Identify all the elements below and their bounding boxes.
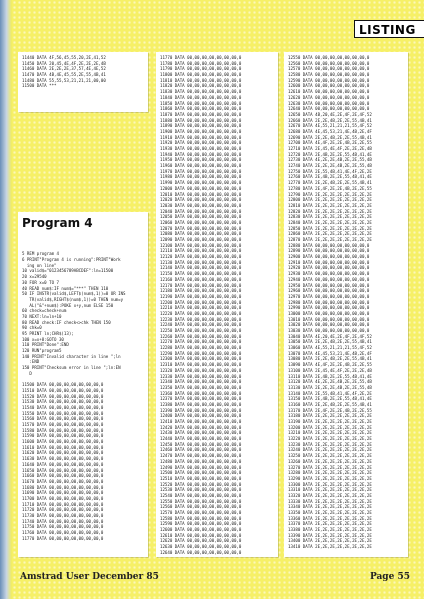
listing-line: 140 PRINT"Invalid character in line ";ln <box>22 353 121 359</box>
listing-line: 95 PRINT ln;CHR$(13); <box>22 331 74 337</box>
listing-line: 11510 DATA 00,00,00,00,00,00,00,0 <box>22 387 104 393</box>
listing-line: 12230 DATA 00,00,00,00,00,00,00,0 <box>160 316 242 322</box>
listing-line: 12640 DATA 00,00,00,00,00,00,00,0 <box>288 106 370 112</box>
listing-line: 11960 DATA 00,00,00,00,00,00,00,0 <box>160 163 242 169</box>
listing-line: 12060 DATA 00,00,00,00,00,00,00,0 <box>160 219 242 225</box>
listing-line: 12010 DATA 00,00,00,00,00,00,00,0 <box>160 191 242 197</box>
listing-line: 12170 DATA 00,00,00,00,00,00,00,0 <box>160 282 242 288</box>
listing-line: 12890 DATA 00,00,00,00,00,00,00,0 <box>288 248 370 254</box>
listing-line: 13170 DATA 2E,4F,2E,2E,4B,2E,2E,55 <box>288 407 372 413</box>
listing-line: 12550 DATA 00,00,00,00,00,00,00,0 <box>288 55 370 60</box>
listing-line: 12290 DATA 00,00,00,00,00,00,00,0 <box>160 350 242 356</box>
listing-line: 12910 DATA 00,00,00,00,00,00,00,0 <box>288 259 370 265</box>
listing-line: 11900 DATA 00,00,00,00,00,00,00,0 <box>160 128 242 134</box>
listing-line: 12740 DATA 2E,2E,2E,4B,2E,2E,55,4B <box>288 163 372 169</box>
listing-line: 11560 DATA 00,00,00,00,00,00,00,0 <box>22 416 104 422</box>
listing-line: 12590 DATA 00,00,00,00,00,00,00,0 <box>288 77 370 83</box>
listing-line: 11520 DATA 00,00,00,00,00,00,00,0 <box>22 393 104 399</box>
program-heading: Program 4 <box>22 216 93 230</box>
listing-line: 40 READ num$:IF num$="***" THEN 110 <box>22 285 109 291</box>
listing-line: 13060 DATA 4E,55,21,21,21,55,4F,52 <box>288 345 372 351</box>
listing-line: 6 PRINT"Program 4 is running":PRINT"Work <box>22 257 121 263</box>
listing-line: 13030 DATA 00,00,00,00,00,00,00,0 <box>288 328 370 333</box>
listing-line: 12590 DATA 00,00,00,00,00,00,00,0 <box>160 521 242 527</box>
listing-line: 12820 DATA 2E,2E,2E,2E,2E,2E,2E,2E <box>288 208 372 214</box>
listing-line: 12470 DATA 00,00,00,00,00,00,00,0 <box>160 453 242 459</box>
listing-line: 12450 DATA 00,00,00,00,00,00,00,0 <box>160 441 242 447</box>
listing-line: 80 READ check:IF check<>chk THEN 150 <box>22 319 111 325</box>
listing-line: 11620 DATA 00,00,00,00,00,00,00,0 <box>22 450 104 456</box>
listing-line: 12810 DATA 2E,2E,2E,2E,2E,2E,2E,2E <box>288 202 372 208</box>
listing-line: 12220 DATA 00,00,00,00,00,00,00,0 <box>160 310 242 316</box>
listing-line: 12400 DATA 00,00,00,00,00,00,00,0 <box>160 413 242 419</box>
listing-line: 11530 DATA 00,00,00,00,00,00,00,0 <box>22 399 104 405</box>
listing-line: 13090 DATA 4E,4F,2E,2E,4B,2E,2E,55 <box>288 362 372 368</box>
listing-line: 12930 DATA 00,00,00,00,00,00,00,0 <box>288 271 370 277</box>
listing-line: 11700 DATA 00,00,00,00,00,00,00,0 <box>22 495 104 501</box>
listing-line: 13280 DATA 2E,2E,2E,2E,2E,2E,2E,2E <box>288 470 372 476</box>
listing-line: 11880 DATA 00,00,00,00,00,00,00,0 <box>160 117 242 123</box>
listing-line: 13130 DATA 2E,2E,2E,4B,2E,2E,55,4B <box>288 384 372 390</box>
listing-line: 11670 DATA 00,00,00,00,00,00,00,0 <box>22 478 104 484</box>
listing-line: 120 RUN"program5 <box>22 348 62 354</box>
listing-line: 12570 DATA 00,00,00,00,00,00,00,0 <box>288 66 370 72</box>
listing-line: 12310 DATA 00,00,00,00,00,00,00,0 <box>160 362 242 368</box>
footer-magazine: Amstrad User December 85 <box>20 572 159 582</box>
listing-line: 12780 DATA 2E,4F,2E,2E,4B,2E,2E,55 <box>288 185 372 191</box>
listing-line: 12660 DATA 2E,2E,4B,2E,2E,55,4B,41 <box>288 117 372 123</box>
listing-line: 110 PRINT"Done":END <box>22 342 69 348</box>
listing-line: ing on line" <box>22 262 57 268</box>
listing-line: 12750 DATA 2E,55,4B,41,4E,4F,2E,2E <box>288 168 372 174</box>
listing-line: 12500 DATA 00,00,00,00,00,00,00,0 <box>160 470 242 476</box>
listing-line: 12530 DATA 00,00,00,00,00,00,00,0 <box>160 487 242 493</box>
listing-line: 11450 DATA 20,45,4E,4F,2E,2E,2E,4B <box>22 60 106 66</box>
listing-line: 12580 DATA 00,00,00,00,00,00,00,0 <box>160 515 242 521</box>
listing-line: 13400 DATA 2E,2E,2E,2E,2E,2E,2E,2E <box>288 538 372 544</box>
listing-line: 13210 DATA 2E,2E,2E,2E,2E,2E,2E,2E <box>288 430 372 436</box>
listing-line: 12970 DATA 00,00,00,00,00,00,00,0 <box>288 293 370 299</box>
section-tab: LISTING <box>354 20 424 38</box>
listing-line: 12140 DATA 00,00,00,00,00,00,00,0 <box>160 265 242 271</box>
listing-line: 13250 DATA 2E,2E,2E,2E,2E,2E,2E,2E <box>288 453 372 459</box>
listing-line: 11650 DATA 00,00,00,00,00,00,00,0 <box>22 467 104 473</box>
listing-line: 5 REM program 4 <box>22 251 59 257</box>
listing-line: 12150 DATA 00,00,00,00,00,00,00,0 <box>160 271 242 277</box>
listing-line: 11790 DATA 00,00,00,00,00,00,00,0 <box>160 66 242 72</box>
listing-line: 13140 DATA 2E,55,4B,41,4E,4F,2E,2E <box>288 390 372 396</box>
listing-line: 11940 DATA 00,00,00,00,00,00,00,0 <box>160 151 242 157</box>
listing-line: 13110 DATA 2E,4B,2E,2E,55,4B,41,4E <box>288 373 372 379</box>
listing-line: 11550 DATA 00,00,00,00,00,00,00,0 <box>22 410 104 416</box>
page-binding <box>0 0 12 599</box>
listing-line: 12770 DATA 2E,2E,4B,2E,2E,55,4B,41 <box>288 180 372 186</box>
listing-line: 12760 DATA 2E,4B,2E,2E,55,4B,41,4E <box>288 174 372 180</box>
listing-line: 13150 DATA 2E,4B,2E,2E,55,4B,41,4E <box>288 396 372 402</box>
listing-line: 12680 DATA 4E,45,53,21,4E,4B,2E,4F <box>288 128 372 134</box>
listing-line: 11770 DATA 00,00,00,00,00,00,00,0 <box>22 535 104 541</box>
listing-line: 12860 DATA 2E,2E,2E,2E,2E,2E,2E,2E <box>288 231 372 237</box>
listing-line: 13000 DATA 00,00,00,00,00,00,00,0 <box>288 310 370 316</box>
listing-line: 12630 DATA 00,00,00,00,00,00,00,0 <box>160 544 242 550</box>
listing-line: 12380 DATA 00,00,00,00,00,00,00,0 <box>160 401 242 407</box>
listing-line: 11570 DATA 00,00,00,00,00,00,00,0 <box>22 422 104 428</box>
listing-line: 12270 DATA 00,00,00,00,00,00,00,0 <box>160 339 242 345</box>
listing-line: 12620 DATA 00,00,00,00,00,00,00,0 <box>288 94 370 100</box>
listing-line: 12130 DATA 00,00,00,00,00,00,00,0 <box>160 259 242 265</box>
listing-line: 12900 DATA 00,00,00,00,00,00,00,0 <box>288 254 370 260</box>
listing-line: 12610 DATA 00,00,00,00,00,00,00,0 <box>160 532 242 538</box>
listing-line: 11780 DATA 00,00,00,00,00,00,00,0 <box>160 60 242 66</box>
listing-line: 12360 DATA 00,00,00,00,00,00,00,0 <box>160 390 242 396</box>
listing-line: 11720 DATA 00,00,00,00,00,00,00,0 <box>22 507 104 513</box>
listing-line: 12030 DATA 00,00,00,00,00,00,00,0 <box>160 202 242 208</box>
listing-line: 13340 DATA 2E,2E,2E,2E,2E,2E,2E,2E <box>288 504 372 510</box>
listing-line: 13050 DATA 2E,2E,4B,2E,2E,55,4B,41 <box>288 339 372 345</box>
listing-line: 13350 DATA 2E,2E,2E,2E,2E,2E,2E,2E <box>288 510 372 515</box>
listing-line: :END <box>22 359 40 365</box>
listing-line: 13080 DATA 2E,2E,4B,2E,2E,55,4B,41 <box>288 356 372 362</box>
listing-line: 12350 DATA 00,00,00,00,00,00,00,0 <box>160 384 242 390</box>
listing-line: 12720 DATA 2E,4B,2E,2E,55,4B,41,4E <box>288 151 372 157</box>
listing-line: 12600 DATA 00,00,00,00,00,00,00,0 <box>288 83 370 89</box>
listing-line: 12830 DATA 2E,2E,2E,2E,2E,2E,2E,2E <box>288 214 372 220</box>
listing-line: 12950 DATA 00,00,00,00,00,00,00,0 <box>288 282 370 288</box>
listing-line: 13180 DATA 2E,2E,2E,2E,2E,2E,2E,2E <box>288 413 372 419</box>
listing-line: 12640 DATA 00,00,00,00,00,00,00,0 <box>160 549 242 555</box>
listing-line: 12250 DATA 00,00,00,00,00,00,00,0 <box>160 328 242 333</box>
listing-column-2 <box>156 52 278 557</box>
listing-line: 10 valid$="0123456789ABCDEF":ln=11500 <box>22 268 114 274</box>
listing-line: 12370 DATA 00,00,00,00,00,00,00,0 <box>160 396 242 402</box>
listing-line: 12920 DATA 00,00,00,00,00,00,00,0 <box>288 265 370 271</box>
listing-line: 11610 DATA 00,00,00,00,00,00,00,0 <box>22 444 104 450</box>
listing-line: TR(valid$,RIGHT$(num$,1))=0 THEN num=y <box>22 296 124 302</box>
listing-line: 12840 DATA 2E,2E,2E,2E,2E,2E,2E,2E <box>288 219 372 225</box>
listing-line: 12050 DATA 00,00,00,00,00,00,00,0 <box>160 214 242 220</box>
listing-line: 12260 DATA 00,00,00,00,00,00,00,0 <box>160 333 242 339</box>
listing-line: 50 IF INSTR(valid$,LEFT$(num$,1))=0 OR INS <box>22 291 126 297</box>
listing-line: 11990 DATA 00,00,00,00,00,00,00,0 <box>160 180 242 186</box>
listing-line: 11840 DATA 00,00,00,00,00,00,00,0 <box>160 94 242 100</box>
listing-line: 11980 DATA 00,00,00,00,00,00,00,0 <box>160 174 242 180</box>
listing-line: 12710 DATA 2E,45,4E,4F,2E,2E,2E,4B <box>288 146 372 151</box>
listing-line: 13380 DATA 2E,2E,2E,2E,2E,2E,2E,2E <box>288 527 372 533</box>
listing-line: 12600 DATA 00,00,00,00,00,00,00,0 <box>160 527 242 533</box>
listing-line: 11950 DATA 00,00,00,00,00,00,00,0 <box>160 157 242 163</box>
listing-line: 11870 DATA 00,00,00,00,00,00,00,0 <box>160 111 242 117</box>
listing-line: 13190 DATA 2E,2E,2E,2E,2E,2E,2E,2E <box>288 419 372 424</box>
listing-line: 11750 DATA 00,00,00,00,00,00,00,0 <box>22 524 104 530</box>
listing-line: 12420 DATA 00,00,00,00,00,00,00,0 <box>160 424 242 430</box>
listing-line: 11590 DATA 00,00,00,00,00,00,00,0 <box>22 433 104 439</box>
listing-line: 12070 DATA 00,00,00,00,00,00,00,0 <box>160 225 242 231</box>
listing-line: 12440 DATA 00,00,00,00,00,00,00,0 <box>160 436 242 442</box>
listing-line: 20 x=29540 <box>22 274 47 280</box>
listing-line: 11760 DATA 00,00,00,00,00,00,00,0 <box>22 530 104 536</box>
listing-line: 12980 DATA 00,00,00,00,00,00,00,0 <box>288 299 370 305</box>
listing-line: 13230 DATA 2E,2E,2E,2E,2E,2E,2E,2E <box>288 441 372 447</box>
listing-line: 12580 DATA 00,00,00,00,00,00,00,0 <box>288 72 370 78</box>
listing-column-1-top <box>18 52 148 112</box>
listing-line: 11740 DATA 00,00,00,00,00,00,00,0 <box>22 518 104 524</box>
listing-line: 11640 DATA 00,00,00,00,00,00,00,0 <box>22 461 104 467</box>
listing-line: 12790 DATA 2E,2E,2E,2E,2E,2E,2E,2E <box>288 191 372 197</box>
listing-line: 12880 DATA 00,00,00,00,00,00,00,0 <box>288 242 370 248</box>
listing-line: 13330 DATA 2E,2E,2E,2E,2E,2E,2E,2E <box>288 498 372 504</box>
listing-line: 70 NEXT:ln=ln+10 <box>22 313 62 319</box>
listing-line: 12650 DATA 4B,20,4E,2E,4F,2E,4F,52 <box>288 111 372 117</box>
listing-line: 11810 DATA 00,00,00,00,00,00,00,0 <box>160 77 242 83</box>
listing-line: 11690 DATA 00,00,00,00,00,00,00,0 <box>22 490 104 496</box>
listing-line: 11730 DATA 00,00,00,00,00,00,00,0 <box>22 513 104 519</box>
listing-line: 12550 DATA 00,00,00,00,00,00,00,0 <box>160 498 242 504</box>
listing-line: 13300 DATA 2E,2E,2E,2E,2E,2E,2E,2E <box>288 481 372 487</box>
listing-line: 12110 DATA 00,00,00,00,00,00,00,0 <box>160 248 242 254</box>
listing-line: 11440 DATA 4F,56,45,55,20,2E,41,52 <box>22 55 106 60</box>
listing-line: 11710 DATA 00,00,00,00,00,00,00,0 <box>22 501 104 507</box>
listing-line: 11500 DATA *** <box>22 83 57 89</box>
listing-line: 12210 DATA 00,00,00,00,00,00,00,0 <box>160 305 242 311</box>
listing-line: 12540 DATA 00,00,00,00,00,00,00,0 <box>160 492 242 498</box>
listing-line: 12340 DATA 00,00,00,00,00,00,00,0 <box>160 379 242 385</box>
listing-line: 11460 DATA 2E,2E,2E,37,57,4E,4E,52 <box>22 66 106 72</box>
listing-line: 12870 DATA 2E,2E,2E,2E,2E,2E,2E,2E <box>288 237 372 242</box>
listing-line: 11770 DATA 00,00,00,00,00,00,00,0 <box>160 55 242 60</box>
listing-line: 12700 DATA 4E,4F,2E,2E,4B,2E,2E,55 <box>288 140 372 146</box>
listing-line: 13370 DATA 2E,2E,2E,2E,2E,2E,2E,2E <box>288 521 372 527</box>
listing-line: 12410 DATA 00,00,00,00,00,00,00,0 <box>160 419 242 424</box>
listing-line: 13100 DATA 2E,45,4E,4F,2E,2E,2E,4B <box>288 367 372 373</box>
listing-line: 12850 DATA 2E,2E,2E,2E,2E,2E,2E,2E <box>288 225 372 231</box>
listing-line: 12620 DATA 00,00,00,00,00,00,00,0 <box>160 538 242 544</box>
listing-line: 13020 DATA 00,00,00,00,00,00,00,0 <box>288 322 370 328</box>
listing-line: 11920 DATA 00,00,00,00,00,00,00,0 <box>160 140 242 146</box>
listing-line: 11930 DATA 00,00,00,00,00,00,00,0 <box>160 146 242 151</box>
listing-line: 12990 DATA 00,00,00,00,00,00,00,0 <box>288 305 370 311</box>
listing-line: AL("&"+num$):POKE x+y,num ELSE 150 <box>22 302 114 308</box>
listing-line: 13220 DATA 2E,2E,2E,2E,2E,2E,2E,2E <box>288 436 372 442</box>
listing-line: 11820 DATA 00,00,00,00,00,00,00,0 <box>160 83 242 89</box>
listing-line: 13040 DATA 4E,20,4E,2E,4F,2E,4F,52 <box>288 333 372 339</box>
listing-line: 12320 DATA 00,00,00,00,00,00,00,0 <box>160 367 242 373</box>
listing-line: 13270 DATA 2E,2E,2E,2E,2E,2E,2E,2E <box>288 464 372 470</box>
listing-line: 13240 DATA 2E,2E,2E,2E,2E,2E,2E,2E <box>288 447 372 453</box>
listing-line: 150 PRINT"Checksum error in line ";ln:EN <box>22 365 121 371</box>
listing-line: 12090 DATA 00,00,00,00,00,00,00,0 <box>160 237 242 242</box>
listing-line: 11860 DATA 00,00,00,00,00,00,00,0 <box>160 106 242 112</box>
listing-line: 11970 DATA 00,00,00,00,00,00,00,0 <box>160 168 242 174</box>
listing-line: 12800 DATA 2E,2E,2E,2E,2E,2E,2E,2E <box>288 197 372 203</box>
listing-line: 11580 DATA 00,00,00,00,00,00,00,0 <box>22 427 104 433</box>
listing-line: 12940 DATA 00,00,00,00,00,00,00,0 <box>288 276 370 282</box>
listing-line: 12000 DATA 00,00,00,00,00,00,00,0 <box>160 185 242 191</box>
listing-line: 12690 DATA 2E,2E,4B,2E,2E,55,4B,41 <box>288 134 372 140</box>
listing-line: 13120 DATA 4E,2E,2E,4B,2E,2E,55,4B <box>288 379 372 385</box>
listing-line: 12520 DATA 00,00,00,00,00,00,00,0 <box>160 481 242 487</box>
program-4-listing <box>18 212 148 557</box>
listing-line: 12460 DATA 00,00,00,00,00,00,00,0 <box>160 447 242 453</box>
footer-page-number: Page 55 <box>369 572 410 582</box>
listing-line: 60 check=check+num <box>22 308 67 314</box>
listing-line: 12240 DATA 00,00,00,00,00,00,00,0 <box>160 322 242 328</box>
listing-line: 12670 DATA 4E,55,21,21,21,55,4F,52 <box>288 123 372 129</box>
listing-line: 12020 DATA 00,00,00,00,00,00,00,0 <box>160 197 242 203</box>
listing-line: 13390 DATA 2E,2E,2E,2E,2E,2E,2E,2E <box>288 532 372 538</box>
listing-line: 12330 DATA 00,00,00,00,00,00,00,0 <box>160 373 242 379</box>
listing-column-3 <box>284 52 408 557</box>
listing-line: 12960 DATA 00,00,00,00,00,00,00,0 <box>288 288 370 294</box>
listing-line: 11470 DATA 4B,4E,45,55,2E,55,4B,41 <box>22 72 106 78</box>
listing-line: 13290 DATA 2E,2E,2E,2E,2E,2E,2E,2E <box>288 475 372 481</box>
listing-line: 12180 DATA 00,00,00,00,00,00,00,0 <box>160 288 242 294</box>
listing-line: 12300 DATA 00,00,00,00,00,00,00,0 <box>160 356 242 362</box>
listing-line: 30 FOR x=0 TO 7 <box>22 279 59 285</box>
listing-line: 12630 DATA 00,00,00,00,00,00,00,0 <box>288 100 370 106</box>
listing-line: 90 chk=0 <box>22 325 42 331</box>
listing-line: 12570 DATA 00,00,00,00,00,00,00,0 <box>160 510 242 515</box>
listing-line: 12430 DATA 00,00,00,00,00,00,00,0 <box>160 430 242 436</box>
listing-line: 12160 DATA 00,00,00,00,00,00,00,0 <box>160 276 242 282</box>
program-heading-box <box>18 212 148 234</box>
listing-line: 13260 DATA 2E,2E,2E,2E,2E,2E,2E,2E <box>288 458 372 464</box>
listing-line: 13010 DATA 00,00,00,00,00,00,00,0 <box>288 316 370 322</box>
listing-line: 11680 DATA 00,00,00,00,00,00,00,0 <box>22 484 104 490</box>
listing-line: 13320 DATA 2E,2E,2E,2E,2E,2E,2E,2E <box>288 492 372 498</box>
listing-line: 12280 DATA 00,00,00,00,00,00,00,0 <box>160 345 242 351</box>
listing-line: 12390 DATA 00,00,00,00,00,00,00,0 <box>160 407 242 413</box>
listing-line: 12080 DATA 00,00,00,00,00,00,00,0 <box>160 231 242 237</box>
listing-line: 12120 DATA 00,00,00,00,00,00,00,0 <box>160 254 242 260</box>
listing-line: 11540 DATA 00,00,00,00,00,00,00,0 <box>22 404 104 410</box>
listing-line: 11830 DATA 00,00,00,00,00,00,00,0 <box>160 89 242 95</box>
listing-line: 100 x=x+8:GOTO 30 <box>22 336 64 342</box>
listing-line: 11890 DATA 00,00,00,00,00,00,00,0 <box>160 123 242 129</box>
listing-line: 11910 DATA 00,00,00,00,00,00,00,0 <box>160 134 242 140</box>
program-4-code <box>22 226 144 541</box>
listing-line: 12200 DATA 00,00,00,00,00,00,00,0 <box>160 299 242 305</box>
listing-line: 11500 DATA 00,00,00,00,00,00,00,0 <box>22 382 104 388</box>
listing-line: 13200 DATA 2E,2E,2E,2E,2E,2E,2E,2E <box>288 424 372 430</box>
listing-line: 12560 DATA 00,00,00,00,00,00,00,0 <box>160 504 242 510</box>
listing-line: 12040 DATA 00,00,00,00,00,00,00,0 <box>160 208 242 214</box>
listing-line: 13160 DATA 2E,2E,4B,2E,2E,55,4B,41 <box>288 401 372 407</box>
listing-line: 11630 DATA 00,00,00,00,00,00,00,0 <box>22 456 104 462</box>
listing-line: 11850 DATA 00,00,00,00,00,00,00,0 <box>160 100 242 106</box>
listing-line: 13070 DATA 4E,45,53,21,4E,4B,2E,4F <box>288 350 372 356</box>
listing-line: 12610 DATA 00,00,00,00,00,00,00,0 <box>288 89 370 95</box>
listing-line: 11800 DATA 00,00,00,00,00,00,00,0 <box>160 72 242 78</box>
listing-line: 13410 DATA 2E,2E,2E,2E,2E,2E,2E,2E <box>288 544 372 550</box>
listing-line: 12490 DATA 00,00,00,00,00,00,00,0 <box>160 464 242 470</box>
listing-line: 12730 DATA 4E,2E,2E,4B,2E,2E,55,4B <box>288 157 372 163</box>
listing-line: 12510 DATA 00,00,00,00,00,00,00,0 <box>160 475 242 481</box>
listing-line: 12100 DATA 00,00,00,00,00,00,00,0 <box>160 242 242 248</box>
listing-line: 13310 DATA 2E,2E,2E,2E,2E,2E,2E,2E <box>288 487 372 493</box>
listing-line: 11600 DATA 00,00,00,00,00,00,00,0 <box>22 439 104 445</box>
listing-line: 12190 DATA 00,00,00,00,00,00,00,0 <box>160 293 242 299</box>
listing-line: 11480 DATA 55,55,53,21,21,21,00,00 <box>22 77 106 83</box>
listing-line: 12480 DATA 00,00,00,00,00,00,00,0 <box>160 458 242 464</box>
listing-line: 11660 DATA 00,00,00,00,00,00,00,0 <box>22 473 104 479</box>
listing-line: D <box>22 370 32 376</box>
listing-line: 12560 DATA 00,00,00,00,00,00,00,0 <box>288 60 370 66</box>
listing-line: 13360 DATA 2E,2E,2E,2E,2E,2E,2E,2E <box>288 515 372 521</box>
